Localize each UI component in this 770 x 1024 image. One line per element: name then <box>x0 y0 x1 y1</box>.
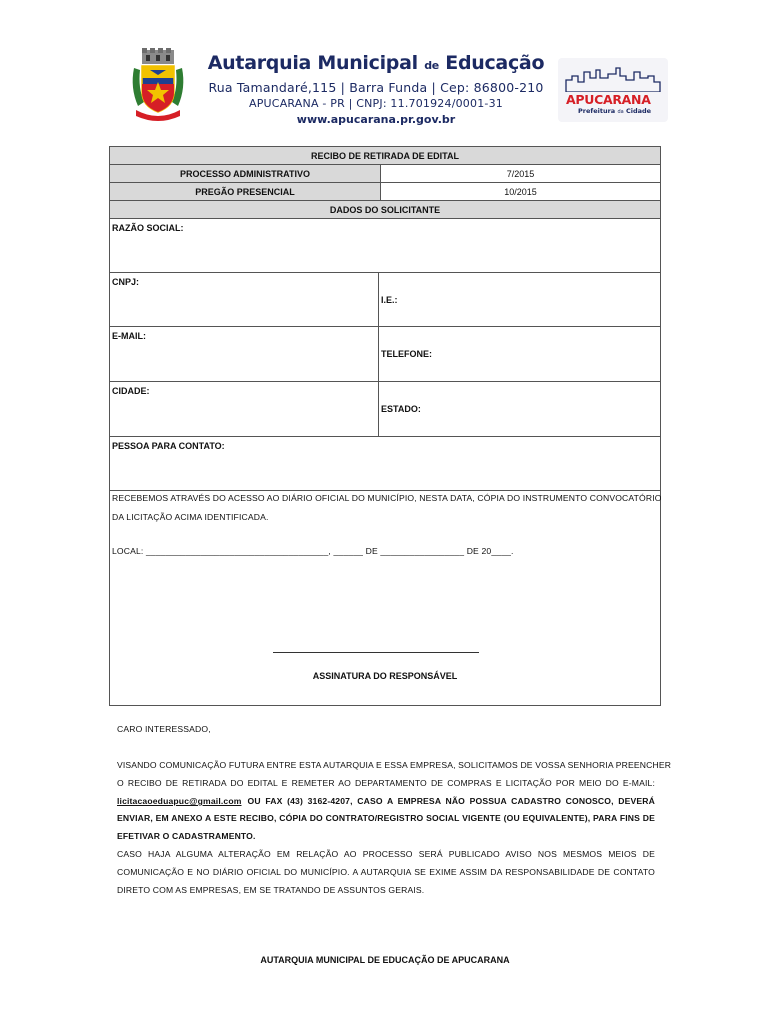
contact-email-link[interactable]: licitacaoeduapuc@gmail.com <box>117 796 242 806</box>
institution-title-part1: Autarquia Municipal <box>207 52 418 74</box>
institution-city-cnpj: APUCARANA - PR | CNPJ: 11.701924/0001-31 <box>249 97 503 110</box>
city-logo-sub-part2: da <box>617 109 624 115</box>
institution-header <box>196 52 556 126</box>
contato-label: PESSOA PARA CONTATO: <box>112 441 225 451</box>
form-title: RECIBO DE RETIRADA DE EDITAL <box>310 150 459 161</box>
email-label: E-MAIL: <box>112 331 146 341</box>
notice-p1-line4: ENVIAR, EM ANEXO A ESTE RECIBO, CÓPIA DO CONTRATO/REGISTRO SOCIAL VIGENTE (OU EQUIVALENTE), PARA FINS DE <box>117 813 655 823</box>
section-title-row <box>110 201 660 219</box>
razao-social-label: RAZÃO SOCIAL: <box>112 223 184 233</box>
pregao-value: 10/2015 <box>504 186 537 197</box>
notice-p1-line2: O RECIBO DE RETIRADA DO EDITAL E REMETER AO DEPARTAMENTO DE COMPRAS E LICITAÇÃO POR MEIO DO E-MAIL: <box>117 778 655 788</box>
cnpj-label: CNPJ: <box>112 277 140 287</box>
razao-social-field[interactable] <box>110 219 660 273</box>
cnpj-field[interactable] <box>110 273 378 326</box>
cidade-label: CIDADE: <box>112 386 150 396</box>
institution-title <box>196 52 556 74</box>
institution-address: Rua Tamandaré,115 | Barra Funda | Cep: 86800-210 <box>208 80 544 95</box>
institution-title-part3: Educação <box>445 52 545 74</box>
notice-p1-line3-rest: OU FAX (43) 3162-4207, CASO A EMPRESA NÃO POSSUA CADASTRO CONOSCO, DEVERÁ <box>247 796 655 806</box>
process-label: PROCESSO ADMINISTRATIVO <box>110 165 380 182</box>
estado-label: ESTADO: <box>381 404 421 414</box>
contato-field[interactable] <box>110 437 660 491</box>
email-telefone-row <box>110 327 660 382</box>
form-title-row <box>110 147 660 165</box>
cidade-estado-row <box>110 382 660 437</box>
pregao-label: PREGÃO PRESENCIAL <box>110 183 380 200</box>
receipt-form <box>109 146 661 706</box>
cidade-field[interactable] <box>110 382 378 436</box>
section-title: DADOS DO SOLICITANTE <box>329 204 441 215</box>
city-logo-sub-part1: Prefeitura <box>578 107 616 115</box>
notice-p2-line1: CASO HAJA ALGUMA ALTERAÇÃO EM RELAÇÃO AO PROCESSO SERÁ PUBLICADO AVISO NOS MESMOS MEIOS DE <box>117 849 655 859</box>
email-field[interactable] <box>110 327 378 381</box>
pregao-row <box>110 183 660 201</box>
notice-p2-line3: DIRETO COM AS EMPRESAS, EM SE TRATANDO DE ASSUNTOS GERAIS. <box>117 885 425 895</box>
ie-field[interactable] <box>379 273 660 326</box>
city-logo-sub-part3: Cidade <box>625 107 652 115</box>
skyline-icon <box>564 66 662 92</box>
notice-p1-line3 <box>117 796 655 806</box>
notice-p1-line1: VISANDO COMUNICAÇÃO FUTURA ENTRE ESTA AUTARQUIA E ESSA EMPRESA, SOLICITAMOS DE VOSSA SENHORIA PREENCHER <box>117 760 672 770</box>
notice-p2-line2: COMUNICAÇÃO E NO DIÁRIO OFICIAL DO MUNICÍPIO. A AUTARQUIA SE EXIME ASSIM DA RESPONSABILIDADE DE CONTATO <box>117 867 655 877</box>
cnpj-ie-row <box>110 273 660 327</box>
notice-p1-line5: EFETIVAR O CADASTRAMENTO. <box>117 831 256 841</box>
footer-text: AUTARQUIA MUNICIPAL DE EDUCAÇÃO DE APUCARANA <box>260 955 510 965</box>
institution-website: www.apucarana.pr.gov.br <box>296 113 456 126</box>
process-row <box>110 165 660 183</box>
receipt-text-line2: DA LICITAÇÃO ACIMA IDENTIFICADA. <box>112 512 269 522</box>
receipt-text-line1: RECEBEMOS ATRAVÉS DO ACESSO AO DIÁRIO OFICIAL DO MUNICÍPIO, NESTA DATA, CÓPIA DO INSTRUMENTO CONVOCATÓRIO <box>112 493 662 503</box>
process-value: 7/2015 <box>506 168 535 179</box>
notice-greeting: CARO INTERESSADO, <box>117 724 211 734</box>
city-logo-subtitle <box>578 107 651 115</box>
telefone-label: TELEFONE: <box>381 349 432 359</box>
institution-title-connector: de <box>424 59 439 72</box>
coat-of-arms-icon <box>130 48 186 124</box>
city-logo <box>558 58 668 122</box>
city-logo-name: APUCARANA <box>566 92 651 107</box>
ie-label: I.E.: <box>381 295 398 305</box>
telefone-field[interactable] <box>379 327 660 381</box>
signature-line[interactable] <box>273 652 479 653</box>
local-date-line[interactable]: LOCAL: _____________________________________, ______ DE _________________ DE 20____. <box>112 546 514 556</box>
signature-label: ASSINATURA DO RESPONSÁVEL <box>312 671 458 681</box>
estado-field[interactable] <box>379 382 660 436</box>
